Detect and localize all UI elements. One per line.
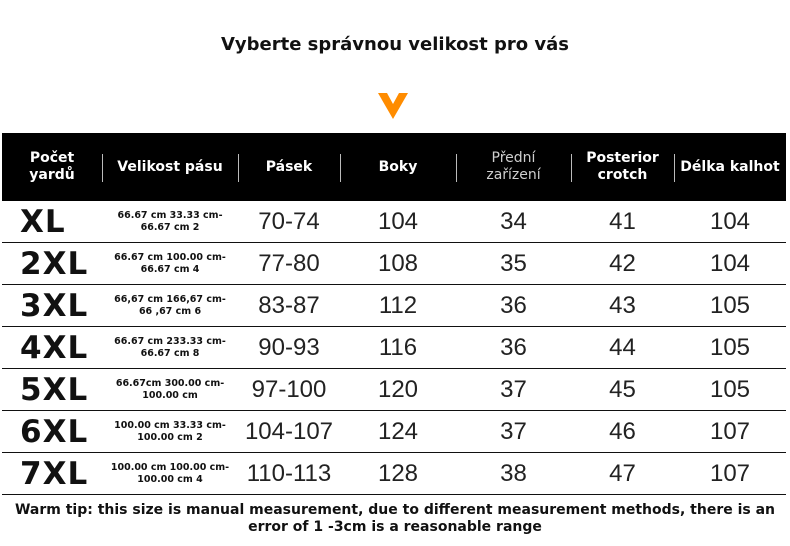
- length-cell: 107: [709, 417, 751, 445]
- front-cell: 34: [500, 207, 527, 235]
- size-cell: 4XL: [20, 329, 89, 366]
- belt-cell: 90-93: [258, 333, 320, 361]
- table-row: [2, 285, 786, 327]
- header-front: Přední zařízení: [456, 133, 571, 201]
- front-cell: 35: [500, 249, 527, 277]
- front-cell: 36: [500, 291, 527, 319]
- header-belt: Pásek: [238, 133, 340, 201]
- waist-cell: 66.67 cm 100.00 cm-66.67 cm 4: [114, 251, 226, 275]
- size-cell: XL: [20, 203, 66, 240]
- belt-cell: 110-113: [246, 459, 332, 487]
- hips-cell: 120: [377, 375, 419, 403]
- table-header: [2, 133, 786, 201]
- waist-cell: 66.67 cm 33.33 cm-66.67 cm 2: [117, 209, 223, 233]
- belt-cell: 70-74: [258, 207, 320, 235]
- waist-cell: 66.67 cm 233.33 cm-66.67 cm 8: [114, 335, 226, 359]
- length-cell: 105: [709, 375, 751, 403]
- front-cell: 38: [500, 459, 527, 487]
- belt-cell: 97-100: [251, 375, 327, 403]
- size-cell: 5XL: [20, 371, 89, 408]
- table-row: [2, 369, 786, 411]
- waist-cell: 66,67 cm 166,67 cm-66 ,67 cm 6: [114, 293, 226, 317]
- table-row: [2, 327, 786, 369]
- page-title: Vyberte správnou velikost pro vás: [220, 34, 570, 55]
- waist-cell: 66.67cm 300.00 cm-100.00 cm: [115, 377, 225, 401]
- hips-cell: 104: [377, 207, 419, 235]
- crotch-cell: 42: [609, 249, 636, 277]
- crotch-cell: 46: [609, 417, 636, 445]
- length-cell: 105: [709, 291, 751, 319]
- hips-cell: 112: [378, 291, 418, 319]
- hips-cell: 108: [377, 249, 419, 277]
- hips-cell: 124: [377, 417, 419, 445]
- length-cell: 104: [709, 207, 751, 235]
- belt-cell: 83-87: [258, 291, 320, 319]
- length-cell: 105: [709, 333, 751, 361]
- waist-cell: 100.00 cm 33.33 cm-100.00 cm 2: [114, 419, 226, 443]
- size-cell: 7XL: [20, 455, 89, 492]
- belt-cell: 104-107: [244, 417, 334, 445]
- crotch-cell: 47: [609, 459, 636, 487]
- header-waist: Velikost pásu: [102, 133, 238, 201]
- table-row: [2, 201, 786, 243]
- header-length: Délka kalhot: [674, 133, 786, 201]
- hips-cell: 128: [377, 459, 419, 487]
- waist-cell: 100.00 cm 100.00 cm-100.00 cm 4: [110, 461, 230, 485]
- crotch-cell: 43: [609, 291, 636, 319]
- size-cell: 6XL: [20, 413, 89, 450]
- belt-cell: 77-80: [258, 249, 320, 277]
- size-cell: 3XL: [20, 287, 89, 324]
- length-cell: 107: [709, 459, 751, 487]
- warm-tip-note: Warm tip: this size is manual measurement, due to different measurement methods, there is an error of 1 -3cm is a reasonable range: [14, 502, 776, 535]
- front-cell: 37: [500, 375, 527, 403]
- header-hips: Boky: [340, 133, 456, 201]
- crotch-cell: 41: [609, 207, 636, 235]
- header-crotch: Posterior crotch: [571, 133, 674, 201]
- size-table: [2, 133, 786, 495]
- table-row: [2, 453, 786, 495]
- chevron-down-icon: [378, 93, 408, 119]
- size-cell: 2XL: [20, 245, 89, 282]
- table-row: [2, 411, 786, 453]
- front-cell: 36: [500, 333, 527, 361]
- front-cell: 37: [500, 417, 527, 445]
- crotch-cell: 44: [609, 333, 636, 361]
- header-size: Počet yardů: [29, 150, 75, 183]
- crotch-cell: 45: [609, 375, 636, 403]
- length-cell: 104: [709, 249, 751, 277]
- table-row: [2, 243, 786, 285]
- hips-cell: 116: [378, 333, 418, 361]
